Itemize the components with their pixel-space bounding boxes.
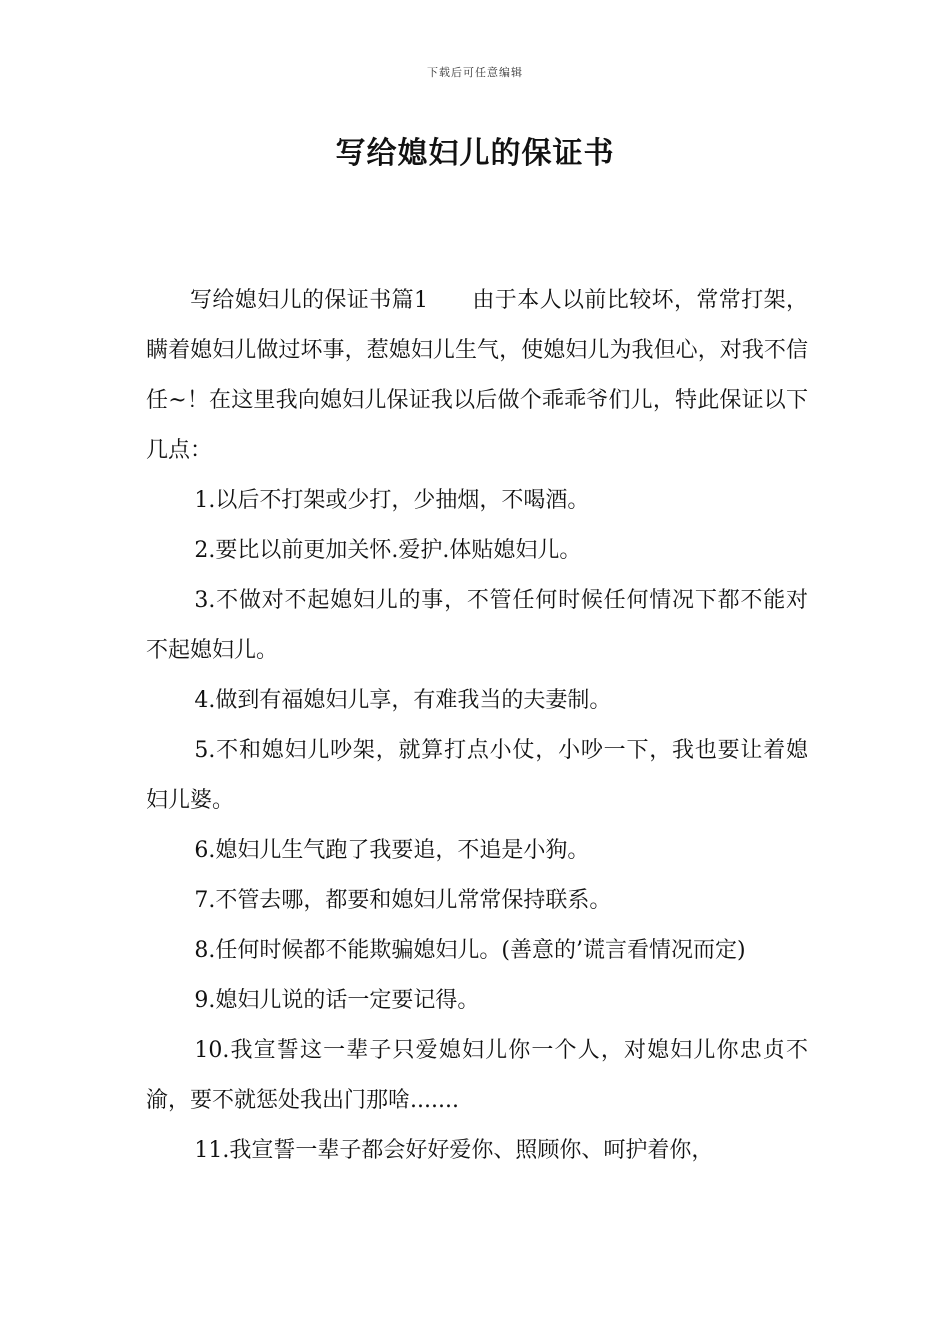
document-title: 写给媳妇儿的保证书 [335, 136, 615, 171]
intro-text: 由于本人以前比较坏，常常打架，瞒着媳妇儿做过坏事，惹媳妇儿生气，使媳妇儿为我但心，对我不信任~！在这里我向媳妇儿保证我以后做个乖乖爷们儿，特此保证以下几点： [146, 288, 808, 463]
pledge-item-1: 1.以后不打架或少打，少抽烟，不喝酒。 [194, 488, 590, 513]
pledge-item-11: 11.我宣誓一辈子都会好好爱你、照顾你、呵护着你， [194, 1138, 714, 1163]
pledge-item-2: 2.要比以前更加关怀.爱护.体贴媳妇儿。 [194, 538, 582, 563]
header-note: 下载后可任意编辑 [427, 66, 523, 79]
pledge-item-10: 10.我宣誓这一辈子只爱媳妇儿你一个人，对媳妇儿你忠贞不渝，要不就惩处我出门那啥....... [146, 1038, 808, 1113]
pledge-item-4: 4.做到有福媳妇儿享，有难我当的夫妻制。 [194, 688, 612, 713]
pledge-item-6: 6.媳妇儿生气跑了我要追，不追是小狗。 [194, 838, 590, 863]
pledge-item-7: 7.不管去哪，都要和媳妇儿常常保持联系。 [194, 888, 612, 913]
document-body [146, 276, 808, 1176]
pledge-item-3: 3.不做对不起媳妇儿的事，不管任何时候任何情况下都不能对不起媳妇儿。 [146, 588, 808, 663]
pledge-item-5: 5.不和媳妇儿吵架，就算打点小仗，小吵一下，我也要让着媳妇儿婆。 [146, 738, 808, 813]
intro-paragraph [146, 276, 808, 476]
pledge-item-9: 9.媳妇儿说的话一定要记得。 [194, 988, 480, 1013]
intro-heading: 写给媳妇儿的保证书篇1 [190, 288, 428, 313]
pledge-item-8: 8.任何时候都不能欺骗媳妇儿。(善意的’谎言看情况而定) [194, 938, 746, 963]
